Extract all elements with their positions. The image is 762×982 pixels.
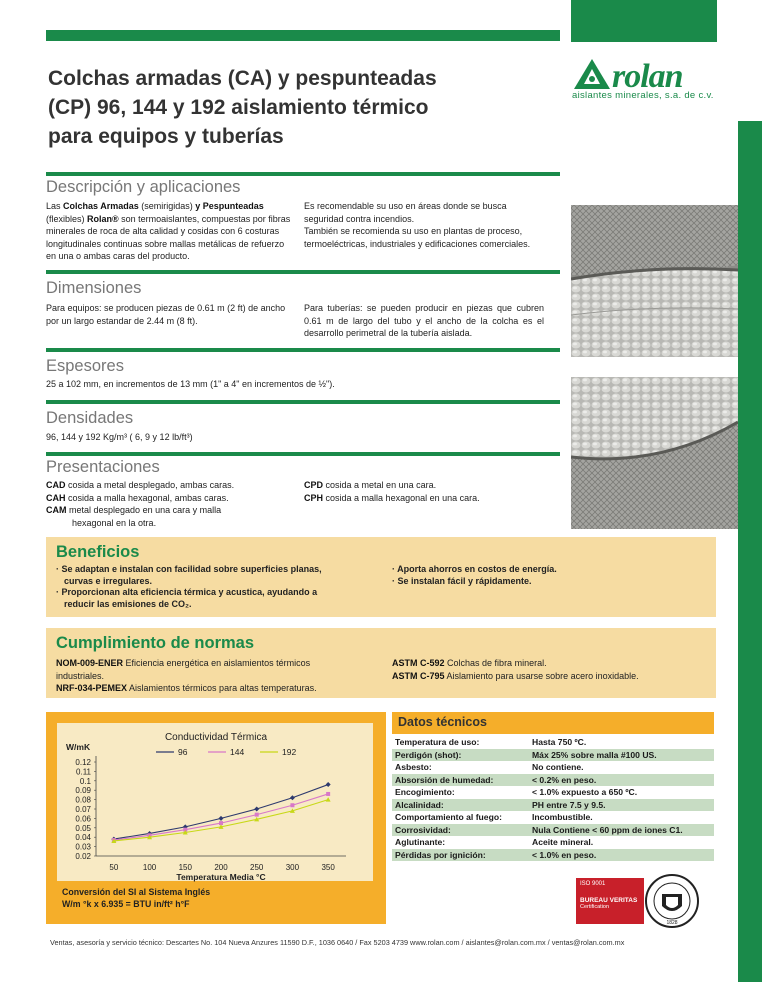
- y-tick-label: 0.07: [75, 805, 91, 814]
- datos-row: [392, 836, 714, 849]
- logo-wordmark: rolan: [612, 58, 683, 95]
- norma-desc: Aislamientos térmicos para altas temperaturas.: [129, 683, 317, 693]
- section-title-densidades: Densidades: [46, 409, 134, 427]
- descripcion-segment: Rolan®: [87, 213, 119, 224]
- densidades-text: 96, 144 y 192 Kg/m³ ( 6, 9 y 12 lb/ft³): [46, 432, 193, 442]
- datos-label: Asbesto:: [395, 762, 432, 772]
- presentacion-desc: cosida a malla hexagonal, ambas caras.: [68, 492, 229, 503]
- presentacion-code: CPD: [304, 480, 324, 490]
- data-point-192: [326, 797, 331, 802]
- norma-code: ASTM C-795: [392, 670, 445, 681]
- datos-row: [392, 786, 714, 799]
- chart-title: Conductividad Térmica: [164, 732, 268, 743]
- beneficios-title: Beneficios: [56, 543, 140, 561]
- norma-line: [56, 682, 376, 695]
- beneficio-line: curvas e irregulares.: [64, 575, 153, 586]
- datos-label: Encogimiento:: [395, 787, 455, 797]
- conductivity-chart: [46, 712, 386, 887]
- presentacion-item: [304, 492, 544, 505]
- y-tick-label: 0.12: [75, 758, 91, 767]
- datos-tecnicos-title: Datos técnicos: [392, 712, 714, 734]
- data-point-96: [254, 807, 259, 812]
- datos-label: Pérdidas por ignición:: [395, 849, 486, 860]
- y-tick-label: 0.11: [76, 767, 91, 777]
- presentacion-desc: cosida a metal en una cara.: [325, 480, 437, 490]
- rolan-logo-icon: [572, 57, 612, 91]
- product-photo-mesh: [571, 377, 738, 529]
- descripcion-segment: son termoaislantes, compuestas por fibras minerales de roca de alta calidad y cosidas con 6 costuras longitudinales continuas sobre mallas metálicas de refuerzo en una o ambas caras del producto.: [46, 213, 291, 261]
- mesh-image-icon: [571, 377, 738, 529]
- beneficio-line: · Se adaptan e instalan con facilidad sobre superficies planas,: [56, 564, 322, 574]
- data-point-144: [290, 803, 294, 807]
- x-tick-label: 200: [214, 863, 228, 872]
- x-tick-label: 150: [178, 863, 192, 872]
- data-point-144: [255, 813, 259, 817]
- descripcion-left-text: [46, 200, 292, 263]
- descripcion-right-p1: Es recomendable su uso en áreas donde se busca seguridad contra incendios.: [304, 201, 507, 224]
- descripcion-segment: (flexibles): [46, 213, 88, 224]
- section-title-dimensiones: Dimensiones: [46, 279, 142, 297]
- presentacion-item: [46, 504, 296, 517]
- datos-row: [392, 849, 714, 862]
- descripcion-segment: Las: [46, 201, 64, 211]
- norma-line: [392, 670, 692, 683]
- chart-ylabel: W/mK: [66, 742, 91, 752]
- right-edge-green-bar: [738, 121, 762, 982]
- section-title-descripcion: Descripción y aplicaciones: [46, 178, 241, 196]
- presentacion-desc: cosida a metal desplegado, ambas caras.: [68, 480, 235, 490]
- norma-code: NOM-009-ENER: [56, 658, 124, 668]
- datos-label: Perdigón (shot):: [395, 749, 462, 760]
- presentaciones-left: [46, 479, 296, 529]
- conversion-line: Conversión del SI al Sistema Inglés: [62, 887, 211, 897]
- normas-title: Cumplimiento de normas: [56, 634, 255, 652]
- datos-value: PH entre 7.5 y 9.5.: [532, 799, 606, 810]
- data-point-144: [326, 792, 330, 796]
- norma-desc: Colchas de fibra mineral.: [447, 658, 547, 668]
- norma-line: [56, 657, 376, 670]
- section-divider: [46, 452, 560, 456]
- top-green-bar: [46, 30, 560, 41]
- presentacion-desc: metal desplegado en una cara y malla: [69, 505, 222, 515]
- espesores-text: 25 a 102 mm, en incrementos de 13 mm (1" a 4" en incrementos de ½").: [46, 379, 335, 389]
- datos-value: Máx 25% sobre malla #100 US.: [532, 749, 657, 760]
- beneficio-line: · Proporcionan alta eficiencia térmica y acustica, ayudando a: [56, 587, 318, 597]
- presentacion-item: [46, 479, 296, 492]
- datos-label: Alcalinidad:: [395, 799, 444, 810]
- legend-label: 192: [282, 747, 297, 757]
- top-right-green-block: [571, 0, 717, 42]
- norma-code: ASTM C-592: [392, 658, 445, 668]
- conversion-line: W/m °k x 6.935 = BTU in/ft² h°F: [62, 899, 190, 909]
- datos-row: [392, 761, 714, 774]
- y-tick-label: 0.09: [75, 786, 91, 796]
- rolls-image-icon: [571, 205, 738, 357]
- title-line: para equipos y tuberías: [48, 125, 284, 148]
- logo-subtitle: aislantes minerales, s.a. de c.v.: [572, 90, 714, 101]
- section-divider: [46, 172, 560, 176]
- datos-value: Nula Contiene < 60 ppm de iones C1.: [532, 824, 683, 835]
- title-line: Colchas armadas (CA) y pespunteadas: [48, 67, 437, 90]
- norma-code: NRF-034-PEMEX: [56, 683, 128, 693]
- datos-label: Corrosividad:: [395, 824, 451, 835]
- y-tick-label: 0.06: [75, 814, 91, 824]
- descripcion-segment: Colchas Armadas: [63, 201, 139, 211]
- footer-contact: Ventas, asesoría y servicio técnico: Descartes No. 104 Nueva Anzures 11590 D.F., 1036 0640 / Fax 5203 4739 www.rolan.com / aislantes@rolan.com.mx / ventas@rolan.com.mx: [50, 938, 625, 947]
- descripcion-segment: (semirigidas): [138, 201, 196, 211]
- presentacion-item: [304, 479, 544, 492]
- datos-value: < 0.2% en peso.: [532, 774, 597, 785]
- beneficios-left: [56, 564, 376, 610]
- presentacion-item-cont: hexagonal en la otra.: [72, 517, 157, 528]
- x-tick-label: 100: [142, 863, 157, 872]
- presentaciones-right: [304, 479, 544, 504]
- beneficio-line: · Se instalan fácil y rápidamente.: [392, 575, 532, 586]
- datos-label: Absorsión de humedad:: [395, 774, 494, 785]
- datos-row: [392, 824, 714, 837]
- normas-left: [56, 657, 376, 695]
- section-divider: [46, 270, 560, 274]
- datos-value: Incombustible.: [532, 812, 593, 822]
- section-title-presentaciones: Presentaciones: [46, 458, 160, 476]
- datos-row: [392, 774, 714, 787]
- norma-line: [56, 670, 376, 683]
- datos-label: Comportamiento al fuego:: [395, 812, 502, 822]
- y-tick-label: 0.02: [75, 852, 91, 861]
- data-point-96: [219, 816, 224, 821]
- datos-rows: [392, 736, 714, 861]
- chart-xlabel: Temperatura Media °C: [176, 872, 266, 882]
- descripcion-segment: y Pespunteadas: [195, 201, 264, 211]
- norma-desc: Eficiencia energética en aislamientos térmicos: [125, 658, 311, 668]
- conversion-note: [62, 886, 210, 910]
- beneficio-line: reducir las emisiones de CO₂.: [64, 598, 192, 609]
- bv-label: BUREAU VERITAS: [580, 897, 638, 904]
- presentacion-code: CAM: [46, 505, 67, 515]
- data-point-96: [290, 795, 295, 800]
- datos-value: < 1.0% en peso.: [532, 849, 597, 860]
- x-tick-label: 300: [285, 863, 300, 872]
- norma-desc: Aislamiento para usarse sobre acero inoxidable.: [446, 670, 639, 681]
- y-tick-label: 0.03: [75, 842, 91, 852]
- legend-label: 144: [230, 747, 245, 757]
- datos-label: Temperatura de uso:: [395, 737, 480, 747]
- descripcion-right-text: [304, 200, 540, 250]
- presentacion-code: CPH: [304, 492, 324, 503]
- presentacion-desc: cosida a malla hexagonal en una cara.: [325, 492, 480, 503]
- iso-label: ISO 9001: [580, 881, 606, 887]
- norma-line: [392, 657, 692, 670]
- presentacion-item: [46, 492, 296, 505]
- datos-row: [392, 799, 714, 812]
- norma-desc: industriales.: [56, 670, 105, 681]
- y-tick-label: 0.04: [75, 833, 91, 843]
- product-photo-rolls: [571, 205, 738, 357]
- descripcion-right-p2: También se recomienda su uso en plantas de proceso, termoeléctricas, industriales y edificaciones comerciales.: [304, 226, 531, 249]
- page-title: [48, 64, 518, 151]
- datos-value: < 1.0% expuesto a 650 ºC.: [532, 787, 638, 797]
- datos-value: Aceite mineral.: [532, 837, 594, 847]
- section-divider: [46, 400, 560, 404]
- series-line-96: [114, 785, 328, 840]
- iso-badge: [576, 878, 644, 924]
- y-tick-label: 0.05: [75, 823, 91, 833]
- y-tick-label: 0.1: [79, 776, 91, 786]
- certification-label: Certification: [580, 904, 610, 910]
- datos-tecnicos-table: [392, 712, 714, 861]
- dimensiones-right-text: Para tuberías: se pueden producir en piezas que cubren 0.61 m de largo del tubo y el ancho de la colcha es el desarrollo perimetral de la tubería aislada.: [304, 303, 544, 338]
- beneficios-right: [392, 564, 692, 587]
- title-line: (CP) 96, 144 y 192 aislamiento térmico: [48, 96, 429, 119]
- section-title-espesores: Espesores: [46, 357, 124, 375]
- datos-row: [392, 749, 714, 762]
- y-tick-label: 0.08: [75, 795, 91, 805]
- datos-label: Aglutinante:: [395, 837, 446, 847]
- bureau-veritas-seal-icon: [644, 872, 700, 930]
- section-divider: [46, 348, 560, 352]
- seal-year: 1828: [666, 920, 678, 926]
- datos-value: No contiene.: [532, 762, 584, 772]
- datos-row: [392, 736, 714, 749]
- x-tick-label: 250: [250, 863, 264, 872]
- presentacion-code: CAH: [46, 492, 66, 503]
- legend-label: 96: [178, 747, 188, 757]
- datos-value: Hasta 750 ºC.: [532, 737, 587, 747]
- x-tick-label: 350: [321, 863, 335, 872]
- normas-right: [392, 657, 692, 682]
- x-tick-label: 50: [109, 863, 119, 872]
- beneficio-line: · Aporta ahorros en costos de energía.: [392, 564, 557, 574]
- presentacion-code: CAD: [46, 480, 66, 490]
- dimensiones-left-text: Para equipos: se producen piezas de 0.61 m (2 ft) de ancho por un largo estandar de 2.44 m (8 ft).: [46, 303, 286, 326]
- datos-row: [392, 811, 714, 824]
- data-point-96: [326, 782, 331, 787]
